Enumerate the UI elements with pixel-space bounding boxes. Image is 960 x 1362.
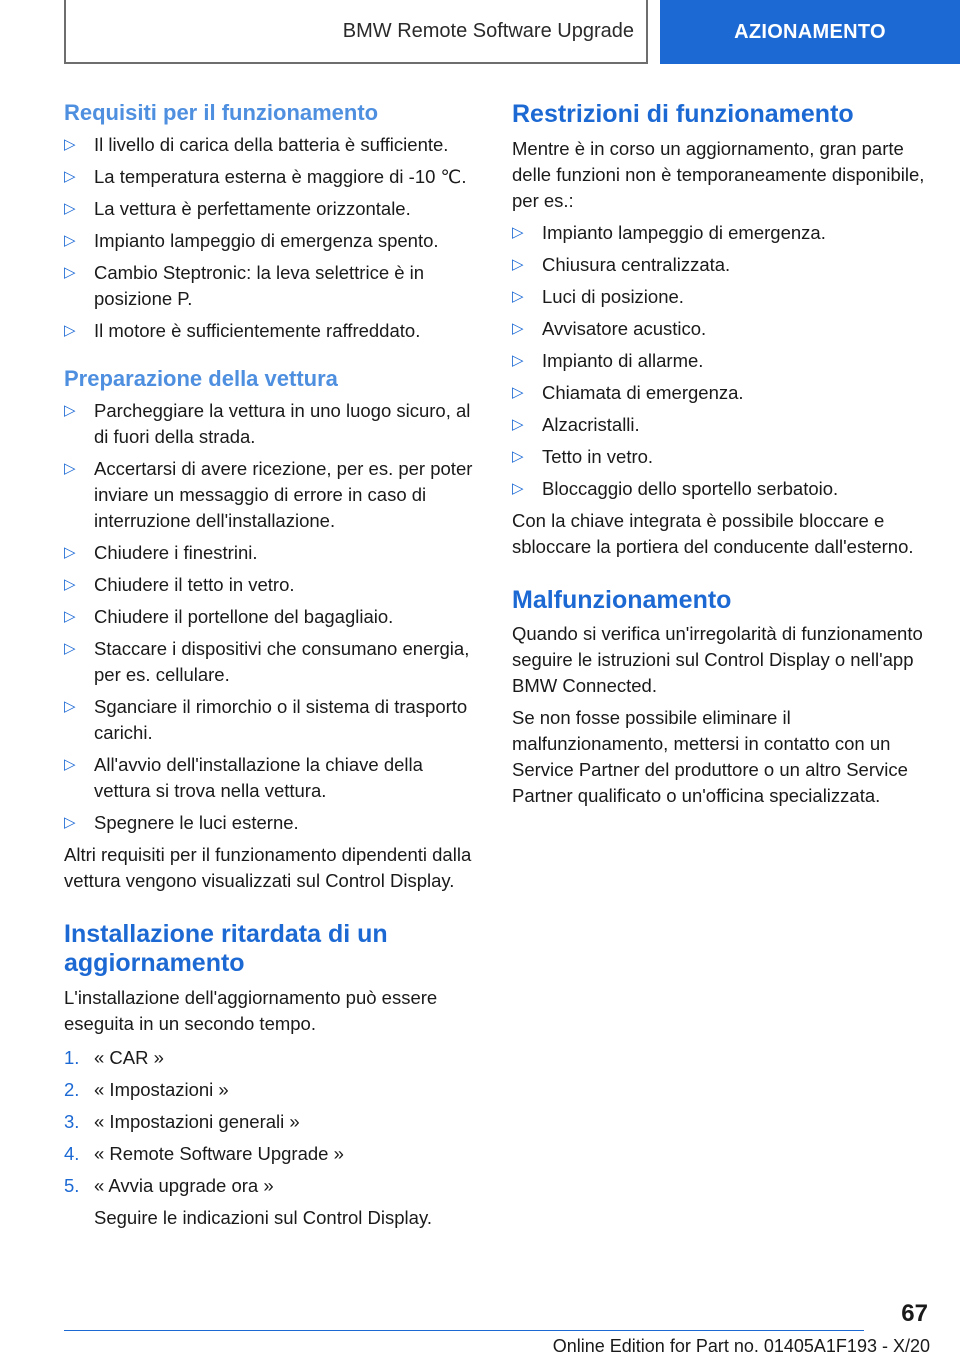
heading-installazione-ritardata: Installazione ritardata di un aggiornamento — [64, 919, 388, 978]
step-item: 3. « Impostazioni generali » — [64, 1109, 482, 1135]
list-item: ▷ Chiudere i finestrini. — [64, 540, 482, 566]
requisiti-list — [64, 132, 482, 344]
triangle-bullet-icon: ▷ — [64, 607, 76, 625]
header-frame — [64, 0, 648, 64]
list-item: ▷ All'avvio dell'installazione la chiave della vettura si trova nella vettura. — [64, 753, 423, 801]
triangle-bullet-icon: ▷ — [64, 167, 76, 185]
list-item: ▷ La vettura è perfettamente orizzontale. — [64, 196, 482, 222]
triangle-bullet-icon: ▷ — [64, 401, 76, 419]
triangle-bullet-icon: ▷ — [64, 135, 76, 153]
list-item: ▷ Il livello di carica della batteria è sufficiente. — [64, 132, 482, 158]
triangle-bullet-icon: ▷ — [64, 697, 76, 715]
triangle-bullet-icon: ▷ — [64, 231, 76, 249]
step-number: 4. — [64, 1142, 80, 1164]
footer-divider — [64, 1330, 864, 1331]
triangle-bullet-icon: ▷ — [512, 255, 524, 273]
triangle-bullet-icon: ▷ — [512, 383, 524, 401]
triangle-bullet-icon: ▷ — [64, 543, 76, 561]
triangle-bullet-icon: ▷ — [64, 263, 76, 281]
triangle-bullet-icon: ▷ — [512, 479, 524, 497]
list-item: ▷ Cambio Steptronic: la leva selettrice è in posizione P. — [64, 261, 425, 309]
list-item: ▷ Tetto in vetro. — [512, 444, 932, 470]
step-item: 2. « Impostazioni » — [64, 1077, 482, 1103]
list-item: ▷ Chiudere il tetto in vetro. — [64, 572, 482, 598]
restrizioni-note: Con la chiave integrata è possibile bloccare e sbloccare la portiera del conducente dall'esterno. — [512, 509, 914, 557]
heading-restrizioni: Restrizioni di funzionamento — [512, 100, 854, 128]
page-number: 67 — [901, 1300, 928, 1327]
list-item: ▷ Luci di posizione. — [512, 284, 932, 310]
heading-preparazione: Preparazione della vettura — [64, 365, 338, 391]
left-column — [64, 100, 482, 1231]
list-item: ▷ Alzacristalli. — [512, 412, 932, 438]
triangle-bullet-icon: ▷ — [512, 415, 524, 433]
list-item: ▷ Parcheggiare la vettura in uno luogo sicuro, al di fuori della strada. — [64, 399, 471, 447]
step-item: 4. « Remote Software Upgrade » — [64, 1141, 482, 1167]
step-number: 3. — [64, 1110, 80, 1132]
list-item: ▷ Chiudere il portellone del bagagliaio. — [64, 604, 482, 630]
edition-text: Online Edition for Part no. 01405A1F193 - X/20 — [552, 1336, 930, 1356]
triangle-bullet-icon: ▷ — [64, 813, 76, 831]
malfunzionamento-text-2: Se non fosse possibile eliminare il malfunzionamento, mettersi in contatto con un Service Partner del produttore o un altro Service Partner qualificato o un'officina specializzata. — [512, 707, 908, 806]
step-note: Seguire le indicazioni sul Control Display. — [94, 1206, 432, 1228]
triangle-bullet-icon: ▷ — [64, 755, 76, 773]
triangle-bullet-icon: ▷ — [512, 319, 524, 337]
restrizioni-list — [512, 220, 932, 502]
installazione-intro: L'installazione dell'aggiornamento può essere eseguita in un secondo tempo. — [64, 986, 438, 1034]
triangle-bullet-icon: ▷ — [512, 351, 524, 369]
triangle-bullet-icon: ▷ — [64, 321, 76, 339]
list-item: ▷ Accertarsi di avere ricezione, per es. per poter inviare un messaggio di errore in caso di interruzione dell'installazione. — [64, 457, 473, 531]
triangle-bullet-icon: ▷ — [64, 199, 76, 217]
list-item: ▷ Impianto lampeggio di emergenza spento. — [64, 228, 482, 254]
list-item: ▷ Avvisatore acustico. — [512, 316, 932, 342]
triangle-bullet-icon: ▷ — [64, 459, 76, 477]
list-item: ▷ Staccare i dispositivi che consumano energia, per es. cellulare. — [64, 637, 470, 685]
triangle-bullet-icon: ▷ — [512, 287, 524, 305]
list-item: ▷ Bloccaggio dello sportello serbatoio. — [512, 476, 932, 502]
section-tab[interactable] — [660, 0, 960, 64]
triangle-bullet-icon: ▷ — [64, 575, 76, 593]
list-item: ▷ Sganciare il rimorchio o il sistema di trasporto carichi. — [64, 695, 468, 743]
heading-malfunzionamento: Malfunzionamento — [512, 585, 732, 614]
list-item: ▷ Chiusura centralizzata. — [512, 252, 932, 278]
preparazione-note: Altri requisiti per il funzionamento dipendenti dalla vettura vengono visualizzati sul Control Display. — [64, 843, 472, 891]
triangle-bullet-icon: ▷ — [64, 639, 76, 657]
triangle-bullet-icon: ▷ — [512, 447, 524, 465]
triangle-bullet-icon: ▷ — [512, 223, 524, 241]
heading-requisiti: Requisiti per il funzionamento — [64, 100, 379, 125]
malfunzionamento-text-1: Quando si verifica un'irregolarità di funzionamento seguire le istruzioni sul Control Display o nell'app BMW Connected. — [512, 623, 923, 696]
step-number: 1. — [64, 1046, 80, 1068]
installazione-steps — [64, 1045, 482, 1199]
step-number: 5. — [64, 1174, 80, 1196]
list-item: ▷ Impianto di allarme. — [512, 348, 932, 374]
step-item: 5. « Avvia upgrade ora » — [64, 1173, 482, 1199]
right-column — [512, 100, 932, 809]
section-tab-label: AZIONAMENTO — [734, 20, 886, 43]
header-title: BMW Remote Software Upgrade — [342, 19, 634, 42]
list-item: ▷ Il motore è sufficientemente raffreddato. — [64, 318, 482, 344]
list-item: ▷ Spegnere le luci esterne. — [64, 810, 482, 836]
preparazione-list — [64, 398, 482, 836]
step-number: 2. — [64, 1078, 80, 1100]
restrizioni-intro: Mentre è in corso un aggiornamento, gran parte delle funzioni non è temporaneamente disponibile, per es.: — [512, 137, 925, 211]
step-item: 1. « CAR » — [64, 1045, 482, 1071]
list-item: ▷ Chiamata di emergenza. — [512, 380, 932, 406]
list-item: ▷ Impianto lampeggio di emergenza. — [512, 220, 932, 246]
list-item: ▷ La temperatura esterna è maggiore di -10 ℃. — [64, 164, 482, 190]
